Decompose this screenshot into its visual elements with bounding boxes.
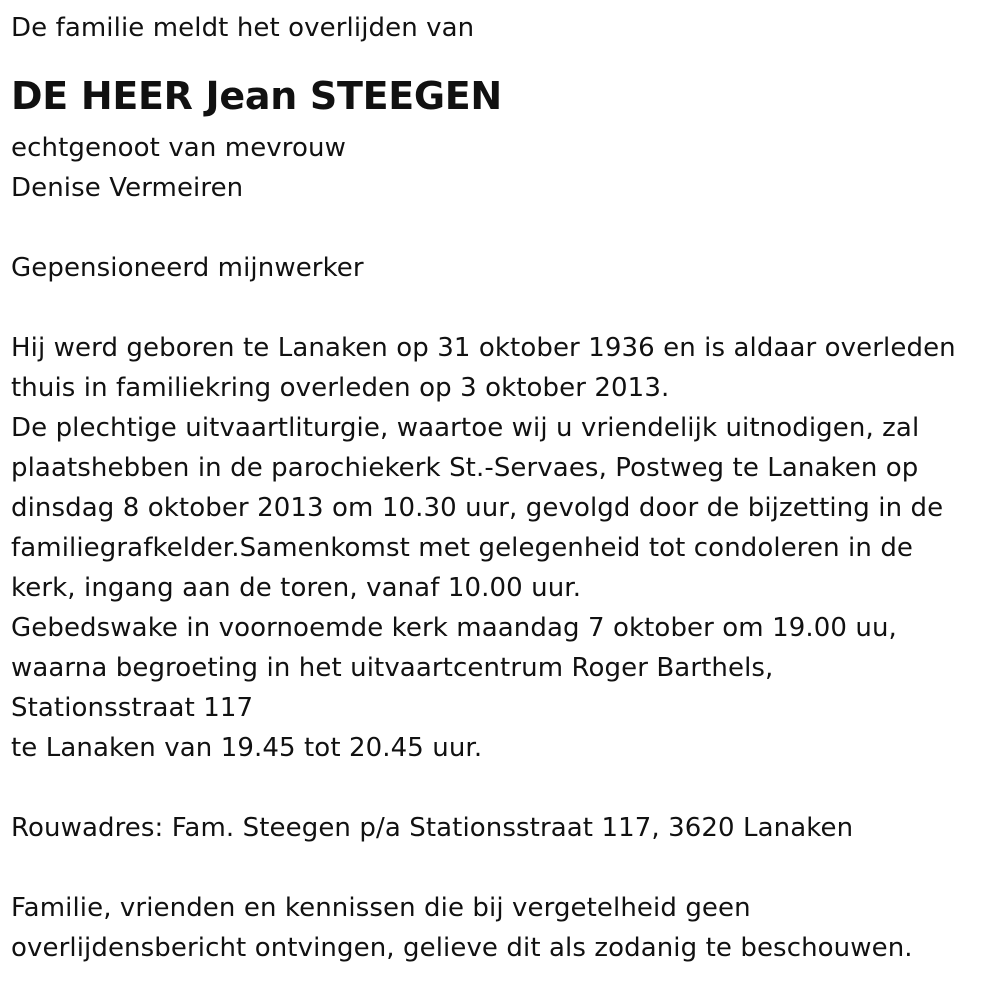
mourning-address: Rouwadres: Fam. Steegen p/a Stationsstraat 117, 3620 Lanaken — [11, 813, 854, 843]
spacer — [11, 208, 991, 248]
spouse-line-1: echtgenoot van mevrouw — [11, 133, 346, 163]
death-notice — [11, 8, 991, 968]
body-line: kerk, ingang aan de toren, vanaf 10.00 uur. — [11, 573, 582, 603]
body-line: Stationsstraat 117 — [11, 693, 254, 723]
body-line: Gebedswake in voornoemde kerk maandag 7 oktober om 19.00 uu, — [11, 613, 897, 643]
body-line: waarna begroeting in het uitvaartcentrum Roger Barthels, — [11, 653, 774, 683]
body-line: te Lanaken van 19.45 tot 20.45 uur. — [11, 733, 483, 763]
deceased-name: DE HEER Jean STEEGEN — [11, 74, 502, 118]
closing-line: Familie, vrienden en kennissen die bij vergetelheid geen — [11, 893, 751, 923]
spacer — [11, 768, 991, 808]
occupation-text: Gepensioneerd mijnwerker — [11, 253, 364, 283]
body-line: familiegrafkelder.Samenkomst met gelegenheid tot condoleren in de — [11, 533, 914, 563]
body-line: thuis in familiekring overleden op 3 oktober 2013. — [11, 373, 670, 403]
body-line: De plechtige uitvaartliturgie, waartoe wij u vriendelijk uitnodigen, zal — [11, 413, 920, 443]
body-line: Hij werd geboren te Lanaken op 31 oktober 1936 en is aldaar overleden — [11, 333, 956, 363]
closing-line: overlijdensbericht ontvingen, gelieve dit als zodanig te beschouwen. — [11, 933, 913, 963]
body-line: dinsdag 8 oktober 2013 om 10.30 uur, gevolgd door de bijzetting in de — [11, 493, 944, 523]
spouse-line-2: Denise Vermeiren — [11, 173, 244, 203]
spacer — [11, 288, 991, 328]
body-line: plaatshebben in de parochiekerk St.-Servaes, Postweg te Lanaken op — [11, 453, 919, 483]
spacer — [11, 848, 991, 888]
intro-text: De familie meldt het overlijden van — [11, 13, 475, 43]
